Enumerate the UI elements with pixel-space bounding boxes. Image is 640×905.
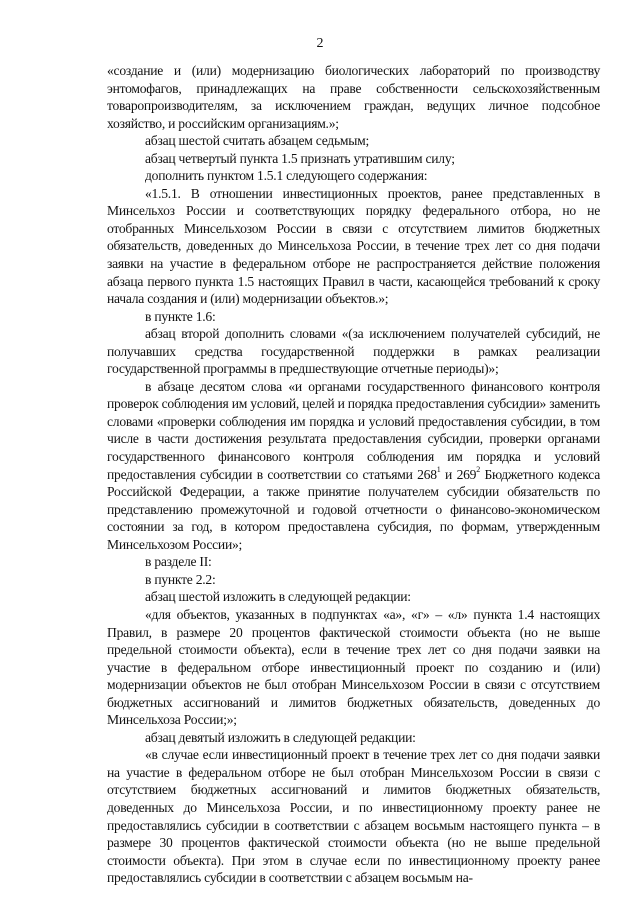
- paragraph-11: абзац шестой изложить в следующей редакции:: [145, 589, 411, 605]
- paragraph-1: «создание и (или) модернизацию биологических лабораторий по производству энтомофагов, принадлежащих на праве собственности сельскохозяйственным товаропроизводителям, за исключением граждан, ведущих личное подсобное хозяйство, и российским организациям.»;: [107, 63, 600, 131]
- paragraph-8-part-1: в абзаце десятом слова «и органами государственного финансового контроля проверок соблюдения им условий, целей и порядка предоставления субсидии» заменить словами «проверки соблюдения им порядка и условий предоставления субсидии, в том числе в части достижения результата предоставления субсидии, проверки органами государственного финансового контроля соблюдения им порядка и условий предоставления субсидии в соответствии со статьями 268: [107, 378, 600, 482]
- paragraph-8: [107, 378, 600, 553]
- document-body: [107, 62, 600, 887]
- paragraph-10: в пункте 2.2:: [145, 571, 216, 587]
- superscript-2: 2: [476, 464, 480, 474]
- paragraph-2: абзац шестой считать абзацем седьмым;: [145, 133, 370, 149]
- paragraph-13: абзац девятый изложить в следующей редакции:: [145, 729, 416, 745]
- paragraph-8-part-2: и 269: [440, 466, 477, 482]
- superscript-1: 1: [436, 464, 441, 474]
- paragraph-9: в разделе II:: [145, 554, 212, 570]
- paragraph-12: «для объектов, указанных в подпунктах «а», «г» – «л» пункта 1.4 настоящих Правил, в размере 20 процентов фактической стоимости объекта (но не выше предельной стоимости объекта), если в течение трех лет со дня подачи заявки на участие в федеральном отборе инвестиционный проект по созданию и (или) модернизации объектов не был отобран Минсельхозом России в связи с отсутствием бюджетных ассигнований и лимитов бюджетных обязательств, доведенных до Минсельхоза России;»;: [107, 606, 600, 728]
- paragraph-7: абзац второй дополнить словами «(за исключением получателей субсидий, не получавших средства государственной поддержки в рамках реализации государственной программы в предшествующие отчетные периоды)»;: [107, 326, 600, 377]
- paragraph-6: в пункте 1.6:: [145, 308, 216, 324]
- page-number: 2: [316, 36, 324, 51]
- paragraph-4: дополнить пунктом 1.5.1 следующего содержания:: [145, 168, 428, 184]
- paragraph-3: абзац четвертый пункта 1.5 признать утратившим силу;: [145, 150, 455, 166]
- paragraph-8-part-3: Бюджетного кодекса Российской Федерации, а также принятие получателем субсидии обязательств по представлению промежуточной и годовой отчетности о финансово-экономическом состоянии за год, в котором предоставлена субсидия, по формам, утвержденным Минсельхозом России»;: [107, 466, 600, 552]
- paragraph-14: «в случае если инвестиционный проект в течение трех лет со дня подачи заявки на участие в федеральном отборе не был отобран Минсельхозом России в связи с отсутствием бюджетных ассигнований и лимитов бюджетных обязательств, доведенных до Минсельхоза России, и по инвестиционному проекту ранее не предоставлялись субсидии в соответствии с абзацем восьмым настоящего пункта – в размере 30 процентов фактической стоимости объекта (но не выше предельной стоимости объекта). При этом в случае если по инвестиционному проекту ранее предоставлялись субсидии в соответствии с абзацем восьмым на-: [107, 747, 600, 886]
- paragraph-5: «1.5.1. В отношении инвестиционных проектов, ранее представленных в Минсельхоз России и соответствующих порядку федерального отбора, но не отобранных Минсельхозом России в связи с отсутствием лимитов бюджетных обязательств, доведенных до Минсельхоза России, в течение трех лет со дня подачи заявки на участие в федеральном отборе не распространяется действие положения абзаца первого пункта 1.5 настоящих Правил в части, касающейся требований к сроку начала создания и (или) модернизации объектов.»;: [107, 185, 600, 307]
